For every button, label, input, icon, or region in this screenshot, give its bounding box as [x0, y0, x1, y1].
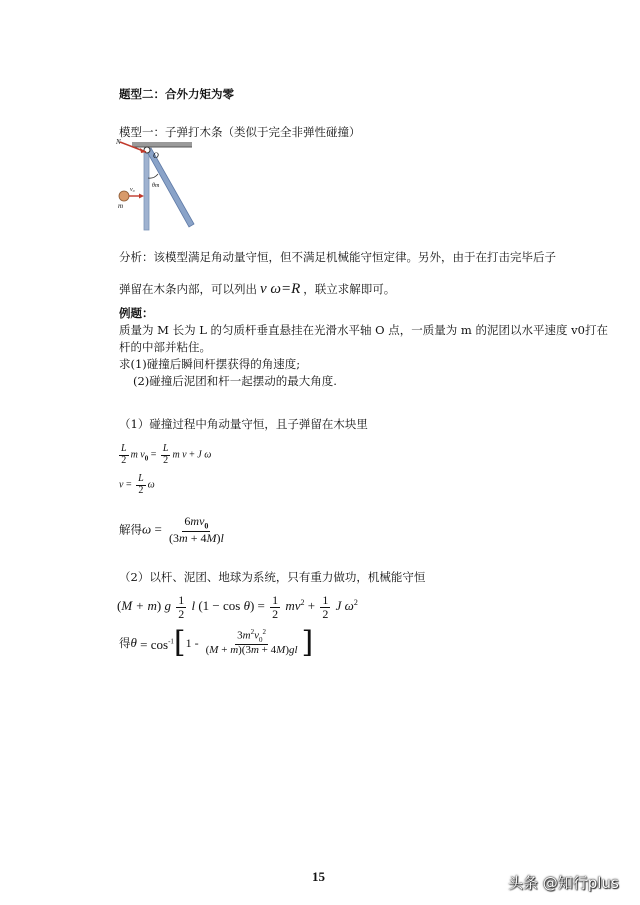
bullet-rod-figure: [112, 138, 202, 233]
analysis-equation: v ω=R: [260, 281, 301, 297]
equation-angular-momentum: $\frac{L}{2}$ m $v_0$ = $\frac{L}{2}$ m v + J ω: [121, 443, 212, 466]
example-line-1: 质量为 M 长为 L 的匀质杆垂直悬挂在光滑水平轴 O 点，一质量为 m 的泥团以水平速度 v0打在: [119, 323, 608, 337]
example-line-2: 杆的中部并粘住。: [119, 340, 211, 354]
omega-fraction: $\frac{6mv_0}{(3m + 4M)l}$: [169, 514, 224, 545]
label-m: m: [118, 202, 124, 210]
solve-prefix: 解得: [119, 522, 142, 537]
example-title: 例题：: [119, 306, 154, 320]
step-2-text: （2）以杆、泥团、地球为系统，只有重力做功，机械能守恒: [119, 570, 426, 584]
analysis-text-b: ，联立求解即可。: [303, 282, 396, 296]
label-n: N: [116, 138, 121, 146]
right-bracket: ]: [301, 625, 314, 660]
label-v0: v₀: [130, 187, 135, 193]
label-theta: θm: [152, 183, 160, 189]
page-number: 15: [312, 869, 325, 884]
equation-velocity: v = $\frac{L}{2}$ ω: [119, 473, 155, 496]
final-line: 得$\theta = \cos^{-1}[1$ - $\frac{3m^2v_0^2}{(M + m)(3m + 4M)gl}$ ]: [119, 625, 314, 660]
ball: [119, 191, 129, 201]
example-question-1: 求(1)碰撞后瞬间杆摆获得的角速度;: [119, 357, 301, 371]
model-line: 模型一：子弹打木条（类似于完全非弹性碰撞）: [119, 125, 361, 139]
solve-line: 解得ω = $\frac{6mv_0}{(3m + 4M)l}$: [119, 514, 224, 545]
watermark: 头条 @知行plus: [508, 874, 619, 892]
analysis-line-2: [119, 281, 395, 297]
get-prefix: 得: [119, 636, 131, 650]
step-1-text: （1）碰撞过程中角动量守恒，且子弹留在木块里: [119, 417, 368, 431]
analysis-line-1: 分析：该模型满足角动量守恒，但不满足机械能守恒定律。另外，由于在打击完毕后子: [119, 250, 556, 264]
section-title: 题型二：合外力矩为零: [119, 87, 234, 101]
analysis-text-a: 弹留在木条内部，可以列出: [119, 282, 257, 296]
rod-vertical: [144, 150, 149, 230]
left-bracket: [: [173, 625, 186, 660]
theta-fraction: $\frac{3m^2v_0^2}{(M + m)(3m + 4M)gl}$: [205, 628, 298, 657]
angle-arc: [148, 174, 158, 178]
label-o: O: [153, 151, 159, 160]
ceiling-bar: [132, 142, 192, 147]
equation-energy: (M + m) g $\frac{1}{2}$ l (1 − cos θ) = $\frac{1}{2}$ $mv^2$ + $\frac{1}{2}$ J $\omega^2$: [117, 593, 358, 621]
example-question-2: (2)碰撞后泥团和杆一起摆动的最大角度.: [133, 374, 337, 388]
